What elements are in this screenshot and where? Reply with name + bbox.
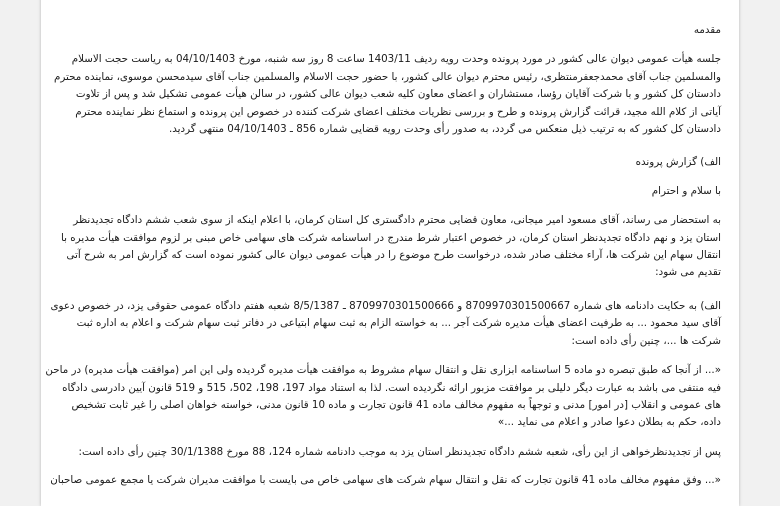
text-line: آقای سید محمود ... به طرفیت اعضای هیأت مدیره شرکت آجر ... به خواسته الزام به ثبت سهام ابتیاعی در دفاتر ثبت سهام شرکت و اعلام به اداره ثبت	[76, 317, 721, 330]
text-line: دادستان کل کشور و با شرکت آقایان رؤسا، مستشاران و اعضای معاون کلیه شعب دیوان عالی کشور، در سالن هیأت عمومی تشکیل شد و پس از تلاوت	[75, 88, 721, 101]
text-line: دادستان کل کشور که به ترتیب ذیل منعکس می گردد، به صدور رأی وحدت رویه قضایی شماره 856 ـ 04/10/1403 منتهی گردید.	[168, 123, 721, 136]
text-line: به استحضار می رساند، آقای مسعود امیر میجانی، معاون قضایی محترم دادگستری کل استان کرمان، با اعلام اینکه از سوی شعب ششم دادگاه تجدیدنظر	[73, 214, 721, 227]
text-line: الف) به حکایت دادنامه های شماره 8709970301500667 و 8709970301500666 ـ 8/5/1387 شعبه هفتم دادگاه عمومی حقوقی یزد، در خصوص دعوی	[50, 299, 721, 312]
case-a-paragraph	[50, 298, 721, 350]
document-page	[41, 0, 739, 506]
text-line: های عمومی و انقلاب [در امور] مدنی و توجهاً به مفهوم مخالف ماده 41 قانون تجارت و ماده 10 قانون مدنی، خواسته خواهان اصلی را غیر ثابت تشخیص	[71, 398, 721, 411]
text-line: تقدیم می شود:	[655, 266, 721, 279]
text-line: «... از آنجا که طبق تبصره دو ماده 5 اساسنامه ابزاری نقل و انتقال سهام مشروط به موافقت هیأت مدیره گردیده ولی این امر (موافقت هیأت مدیره) در ماحن	[45, 364, 721, 377]
text-line: آیاتی از کلام الله مجید، قرائت گزارش پرونده و طرح و بررسی نظریات مختلف اعضای شرکت کننده در خصوص این پرونده و استماع نظر نماینده محترم	[75, 105, 721, 118]
text-line: داده، حکم به بطلان دعوا صادر و اعلام می نماید ...»	[497, 416, 721, 429]
quote-b-paragraph: «... وفق مفهوم مخالف ماده 41 قانون تجارت که نقل و انتقال سهام شرکت های سهامی خاص می بایست با موافقت مدیران شرکت یا مجمع عمومی صاحبان	[50, 474, 721, 487]
appeal-paragraph: پس از تجدیدنظرخواهی از این رأی، شعبه ششم دادگاه تجدیدنظر استان یزد به موجب دادنامه شماره 124، 88 مورخ 30/1/1388 چنین رأی داده است:	[78, 445, 721, 458]
text-line: انتقال سهام این شرکت ها، آراء مختلف صادر شده، درخواست طرح موضوع را در هیأت عمومی دیوان عالی کشور نموده است که گزارش امر به شرح آتی	[66, 249, 721, 262]
quote-a-paragraph	[45, 362, 721, 432]
text-line: والمسلمین جناب آقای محمدجعفرمنتظری، رئیس محترم دیوان عالی کشور، با حضور حجت الاسلام والمسلمین جناب آقای سیدمحسن موسوی، نماینده محترم	[53, 70, 721, 83]
text-line: فیه منتفی می باشد به عبارت دیگر دلیلی بر موافقت مزبور ارائه نگردیده است. لذا به استناد مواد 197، 198، 502، 515 و 519 قانون آیین دادرسی دادگاه	[62, 381, 721, 394]
text-line: شرکت ها ...، چنین رأی داده است:	[571, 334, 721, 347]
greeting: با سلام و احترام	[651, 184, 721, 197]
text-line: جلسه هیأت عمومی دیوان عالی کشور در مورد پرونده وحدت رویه ردیف 1403/11 ساعت 8 روز سه شنبه، مورخ 04/10/1403 به ریاست حجت الاسلام	[71, 53, 721, 66]
report-paragraph	[62, 212, 721, 282]
section-heading: مقدمه	[693, 24, 721, 36]
document-body	[45, 0, 721, 490]
intro-paragraph	[53, 51, 721, 138]
text-line: استان یزد و نهم دادگاه تجدیدنظر استان کرمان، در خصوص اعتبار شرط مندرج در اساسنامه شرکت های سهامی خاص مبنی بر لزوم موافقت هیأت مدیره با	[61, 231, 721, 244]
section-title: الف) گزارش پرونده	[635, 156, 721, 169]
